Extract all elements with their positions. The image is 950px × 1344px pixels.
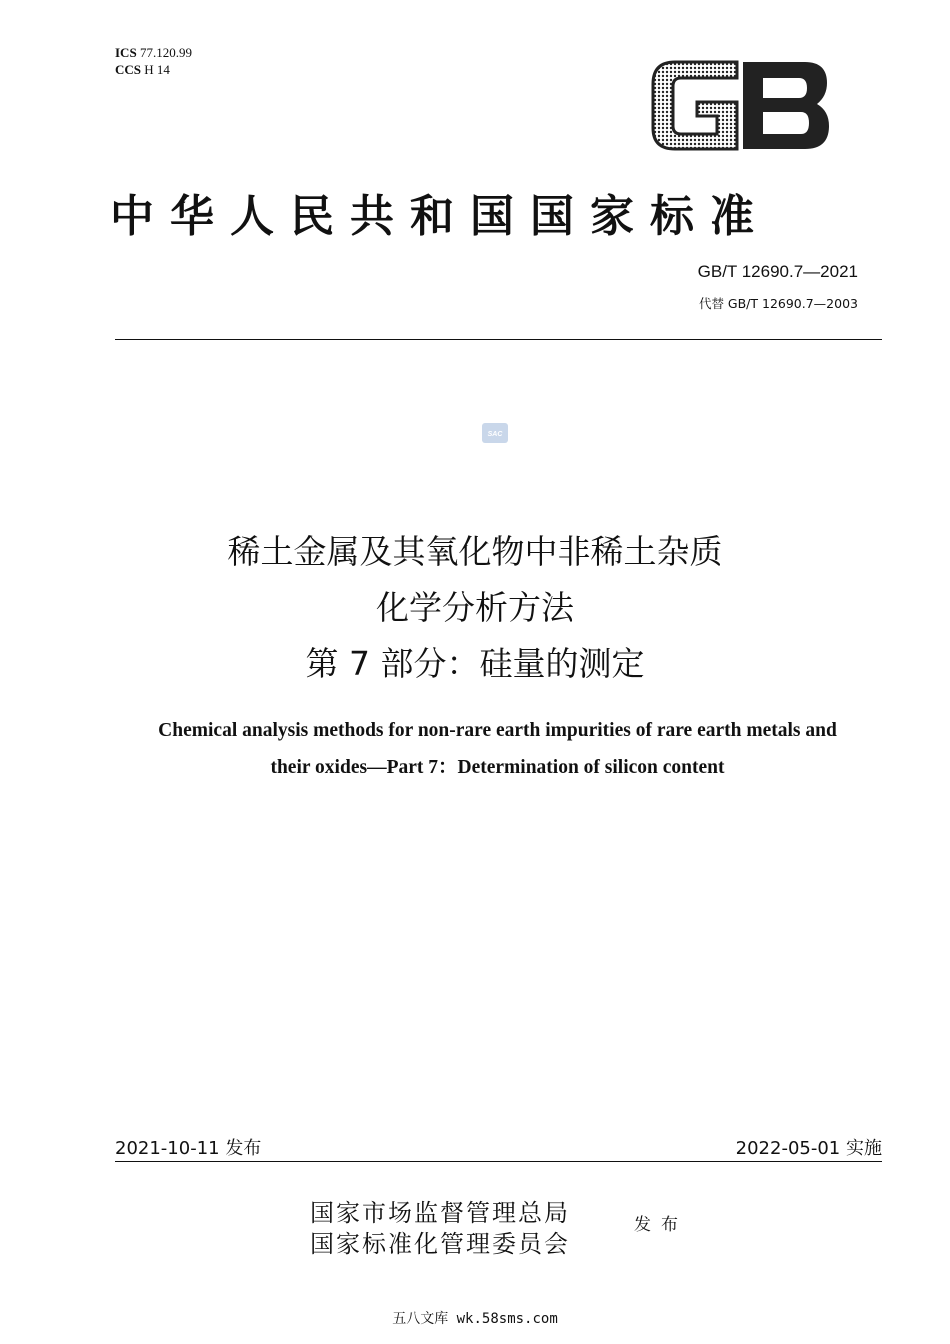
title-en-line2: their oxides—Part 7：Determination of silicon content [270, 757, 725, 778]
ccs-value: H 14 [144, 62, 170, 77]
sac-watermark-text: SAC [487, 431, 503, 438]
logo-text: GB [645, 58, 647, 59]
standard-number: GB/T 12690.7—2021 [697, 262, 858, 281]
replaced-standard: 代替 GB/T 12690.7—2003 [698, 296, 858, 311]
issuer-sac: 国家标准化管理委员会 [310, 1230, 570, 1258]
issuer-samr: 国家市场监督管理总局 [310, 1199, 570, 1227]
top-divider [115, 339, 882, 340]
title-cn-line3: 第 7 部分：硅量的测定 [305, 644, 645, 683]
ics-code [115, 44, 192, 61]
issue-date: 2021-10-11 发布 [115, 1138, 262, 1159]
classification-codes [115, 44, 192, 78]
sac-watermark-logo [481, 422, 509, 444]
ics-label: ICS [115, 45, 137, 60]
title-en-line1: Chemical analysis methods for non-rare earth impurities of rare earth metals and [158, 720, 837, 741]
footer-watermark: 五八文库 wk.58sms.com [392, 1311, 558, 1327]
title-cn-line1: 稀土金属及其氧化物中非稀土杂质 [227, 532, 723, 571]
implementation-date: 2022-05-01 实施 [735, 1138, 882, 1159]
ics-value: 77.120.99 [139, 45, 192, 60]
ccs-code [115, 61, 192, 78]
ccs-label: CCS [115, 62, 142, 77]
title-cn-line2: 化学分析方法 [376, 588, 574, 627]
publish-label: 发布 [634, 1215, 688, 1235]
national-standard-title: 中华人民共和国国家标准 [110, 191, 770, 242]
gb-logo [645, 58, 835, 153]
bottom-divider [115, 1161, 882, 1162]
